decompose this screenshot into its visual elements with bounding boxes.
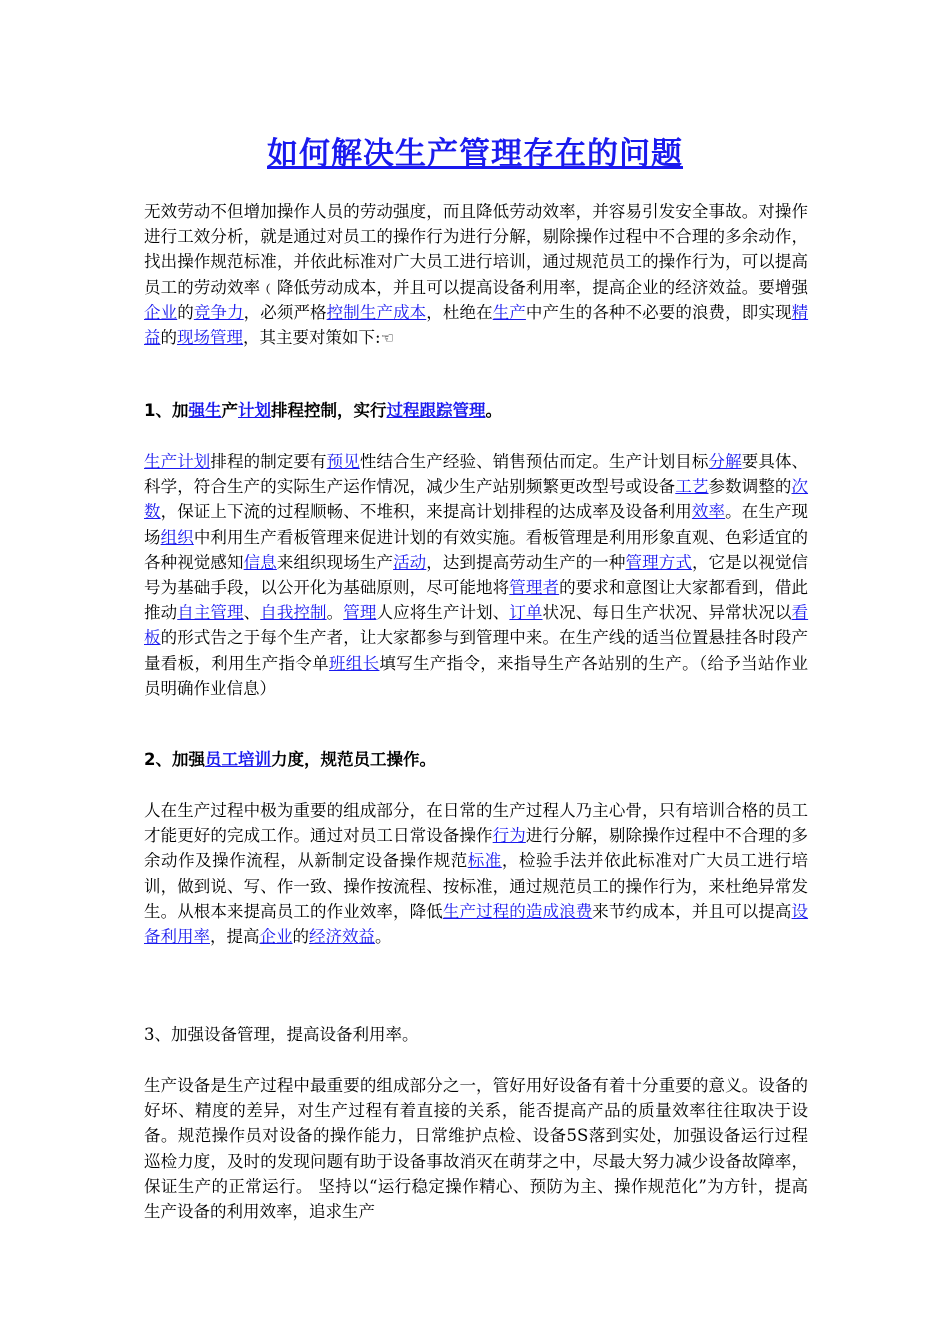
link-control-production-cost[interactable]: 控制生产成本 [326,302,427,322]
link-economic-benefit[interactable]: 经济效益 [309,927,375,947]
link-management-method[interactable]: 管理方式 [625,552,692,572]
link-production-waste[interactable]: 生产过程的造成浪费 [442,901,593,921]
link-team-leader[interactable]: 班组长 [328,653,380,673]
section-heading-3: 3、加强设备管理，提高设备利用率。 [144,1025,419,1044]
link-strengthen[interactable]: 强生 [188,401,222,420]
link-plan[interactable]: 计划 [237,401,271,420]
section-3-paragraph: 生产设备是生产过程中最重要的组成部分之一，管好用好设备有着十分重要的意义。设备的好坏、精度的差异，对生产过程有着直接的关系，能否提高产品的质量效率往往取决于设备。规范操作员对设备的操作能力，日常维护点检、设备5S落到实处，加强设备运行过程巡检力度，及时的发现问题有助于设备事故消灭在萌芽之中，尽最大努力减少设备故障率，保证生产的正常运行。 坚持以“运行稳定操作精心、预防为主、操作规范化”为方针，提高生产设备的利用效率，追求生产 [144,1076,808,1222]
document-title[interactable]: 如何解决生产管理存在的问题 [267,136,683,172]
link-management[interactable]: 管理 [343,603,377,623]
link-decompose[interactable]: 分解 [708,452,742,471]
link-process-tracking[interactable]: 过程跟踪管理 [386,401,486,420]
hand-pointing-icon: ☜ [380,329,395,348]
link-self-control[interactable]: 自我控制 [260,603,327,623]
link-behavior[interactable]: 行为 [492,826,526,846]
link-enterprise-2[interactable]: 企业 [259,927,293,947]
link-competitiveness[interactable]: 竞争力 [193,302,244,322]
link-lean[interactable]: 精益 [144,302,809,348]
link-efficiency[interactable]: 效率 [691,502,726,522]
link-foresight[interactable]: 预见 [326,452,360,471]
section-heading-2: 2、加强员工培训力度，规范员工操作。 [144,750,436,769]
section-1-paragraph: 生产计划排程的制定要有预见性结合生产经验、销售预估而定。生产计划目标分解要具体、科学，符合生产的实际生产运作情况，减少生产站别频繁更改型号或设备工艺参数调整的次数，保证上下流的过程顺畅、不堆积，来提高计划排程的达成率及设备利用效率。在生产现场组织中利用生产看板管理来促进计划的有效实施。看板管理是利用形象直观、色彩适宜的各种视觉感知信息来组织现场生产活动，达到提高劳动生产的一种管理方式，它是以视觉信号为基础手段，以公开化为基础原则，尽可能地将管理者的要求和意图让大家都看到，借此推动自主管理、自我控制。管理人应将生产计划、订单状况、每日生产状况、异常状况以看板的形式告之于每个生产者，让大家都参与到管理中来。在生产线的适当位置悬挂各时段产量看板，利用生产指令单班组长填写生产指令，来指导生产各站别的生产。（给予当站作业员明确作业信息） [144,452,809,698]
link-information[interactable]: 信息 [243,552,277,572]
section-heading-1: 1、加强生产计划排程控制，实行过程跟踪管理。 [144,401,502,420]
link-enterprise[interactable]: 企业 [144,302,178,322]
link-production[interactable]: 生产 [492,302,526,322]
section-2-paragraph: 人在生产过程中极为重要的组成部分，在日常的生产过程人乃主心骨，只有培训合格的员工才能更好的完成工作。通过对员工日常设备操作行为进行分解，剔除操作过程中不合理的多余动作及操作流程，从新制定设备操作规范标准，检验手法并依此标准对广大员工进行培训，做到说、写、作一致、操作按流程、按标准，通过规范员工的操作行为，来杜绝异常发生。从根本来提高员工的作业效率，降低生产过程的造成浪费来节约成本，并且可以提高设备利用率，提高企业的经济效益。 [144,801,809,947]
link-process[interactable]: 工艺 [675,477,709,497]
link-production-plan[interactable]: 生产计划 [144,452,211,471]
link-equipment-utilization[interactable]: 设备利用率 [144,901,809,947]
intro-paragraph: 无效劳动不但增加操作人员的劳动强度，而且降低劳动效率，并容易引发安全事故。对操作进行工效分析，就是通过对员工的操作行为进行分解，剔除操作过程中不合理的多余动作，找出操作规范标准，并依此标准对广大员工进行培训，通过规范员工的操作行为，可以提高员工的劳动效率﹙降低劳动成本，并且可以提高设备利用率，提高企业的经济效益。要增强企业的竞争力，必须严格控制生产成本，杜绝在生产中产生的各种不必要的浪费，即实现精益的现场管理，其主要对策如下:☜ [144,199,808,351]
link-count[interactable]: 次数 [144,477,809,522]
link-activity[interactable]: 活动 [393,552,427,572]
link-manager[interactable]: 管理者 [509,578,560,598]
link-standard[interactable]: 标准 [467,851,502,871]
link-self-management[interactable]: 自主管理 [177,603,244,623]
link-kanban[interactable]: 看板 [144,603,809,648]
link-employee-training[interactable]: 员工培训 [204,750,271,769]
link-order[interactable]: 订单 [509,603,543,623]
link-site-management[interactable]: 现场管理 [177,328,243,348]
link-organization[interactable]: 组织 [160,527,194,547]
